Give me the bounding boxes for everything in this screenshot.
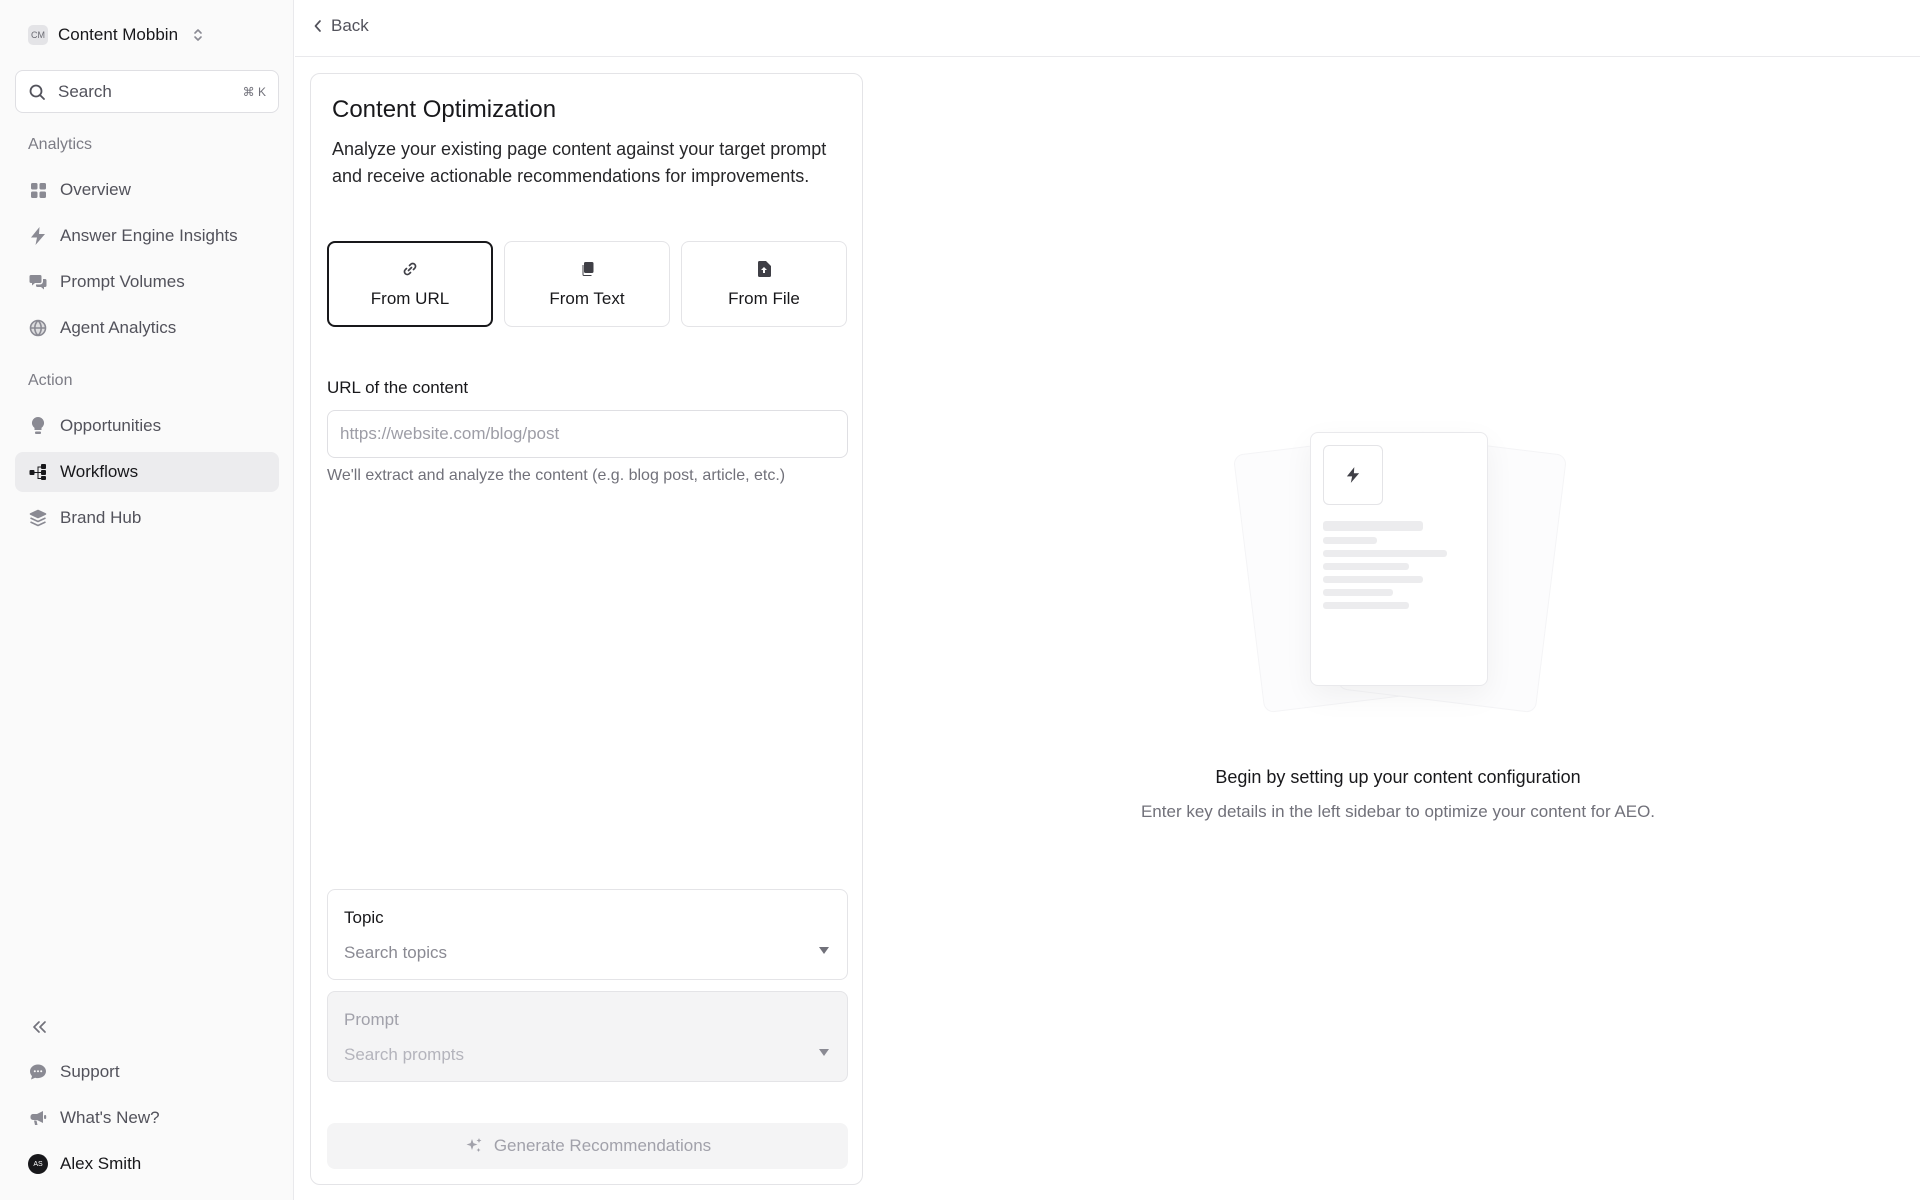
search-shortcut: ⌘ K	[242, 84, 266, 99]
placeholder-line	[1323, 521, 1423, 531]
prompt-placeholder: Search prompts	[344, 1045, 464, 1064]
sidebar-item-label: Opportunities	[60, 416, 162, 435]
placeholder-line	[1323, 602, 1409, 609]
sidebar-item-label: Workflows	[60, 462, 139, 481]
caret-down-icon	[819, 947, 829, 954]
chat-icon	[28, 1062, 48, 1082]
content-optimization-panel	[310, 73, 863, 1185]
url-field-hint: We'll extract and analyze the content (e.g. blog post, article, etc.)	[327, 467, 786, 484]
sidebar-item-whats-new[interactable]	[15, 1098, 279, 1138]
avatar: AS	[28, 1154, 48, 1174]
caret-down-icon	[819, 1049, 829, 1056]
generate-label: Generate Recommendations	[493, 1136, 712, 1155]
sidebar-item-label: Overview	[60, 180, 131, 199]
lightning-icon	[28, 226, 48, 246]
empty-state-title: Begin by setting up your content configuration	[1215, 767, 1581, 787]
from-file-label: From File	[728, 288, 800, 308]
sidebar-item-label: Support	[60, 1062, 120, 1081]
link-icon	[401, 260, 419, 278]
sidebar-item-prompt-volumes[interactable]	[15, 262, 279, 302]
sparkles-icon	[464, 1136, 484, 1156]
lightbulb-icon	[28, 416, 48, 436]
sidebar-item-opportunities[interactable]	[15, 406, 279, 446]
empty-state-subtitle: Enter key details in the left sidebar to optimize your content for AEO.	[1140, 802, 1656, 821]
empty-state-illustration	[1220, 420, 1580, 720]
sidebar-item-label: Answer Engine Insights	[60, 226, 238, 245]
sidebar-item-label: What's New?	[60, 1108, 160, 1127]
from-text-label: From Text	[549, 288, 625, 308]
topic-label: Topic	[344, 908, 384, 927]
chevron-left-icon	[313, 19, 323, 33]
from-url-button[interactable]	[327, 241, 493, 327]
url-field-label: URL of the content	[327, 378, 469, 397]
user-menu[interactable]	[15, 1144, 279, 1184]
section-label-action: Action	[28, 372, 73, 389]
sidebar-item-support[interactable]	[15, 1052, 279, 1092]
from-text-button[interactable]	[504, 241, 670, 327]
chevron-up-down-icon	[192, 27, 204, 43]
globe-icon	[28, 318, 48, 338]
sidebar-item-label: Agent Analytics	[60, 318, 177, 337]
url-input[interactable]	[327, 410, 848, 458]
sidebar	[0, 0, 294, 1200]
sidebar-item-agent-analytics[interactable]	[15, 308, 279, 348]
topic-select[interactable]	[327, 889, 848, 980]
placeholder-line	[1323, 563, 1409, 570]
from-url-label: From URL	[370, 288, 450, 308]
placeholder-line	[1323, 576, 1423, 583]
placeholder-line	[1323, 537, 1377, 544]
workspace-badge: CM	[28, 25, 48, 45]
placeholder-line	[1323, 550, 1447, 557]
workspace-name: Content Mobbin	[58, 25, 179, 44]
panel-description: Analyze your existing page content against your target prompt and receive actionable recommendations for improvements.	[332, 139, 827, 186]
section-label-analytics: Analytics	[28, 136, 93, 153]
generate-recommendations-button[interactable]	[327, 1123, 848, 1169]
document-card	[1310, 432, 1488, 686]
workspace-switcher[interactable]	[28, 22, 204, 48]
panel-title: Content Optimization	[332, 96, 557, 123]
top-bar	[295, 0, 1920, 57]
file-upload-icon	[755, 260, 773, 278]
search-label: Search	[58, 81, 112, 101]
sidebar-item-workflows[interactable]	[15, 452, 279, 492]
prompt-label: Prompt	[344, 1010, 399, 1029]
collapse-sidebar-icon[interactable]	[28, 1016, 50, 1038]
grid-icon	[28, 180, 48, 200]
sidebar-item-label: Prompt Volumes	[60, 272, 185, 291]
sidebar-item-overview[interactable]	[15, 170, 279, 210]
placeholder-line	[1323, 589, 1393, 596]
back-label: Back	[331, 16, 369, 35]
search-button[interactable]	[15, 70, 279, 113]
search-icon	[28, 83, 46, 101]
sidebar-item-answer-engine-insights[interactable]	[15, 216, 279, 256]
prompt-select	[327, 991, 848, 1082]
workflow-icon	[28, 462, 48, 482]
sidebar-item-brand-hub[interactable]	[15, 498, 279, 538]
from-file-button[interactable]	[681, 241, 847, 327]
lightning-icon	[1323, 445, 1383, 505]
layers-icon	[28, 508, 48, 528]
chat-bubbles-icon	[28, 272, 48, 292]
copy-icon	[578, 260, 596, 278]
back-button[interactable]	[313, 16, 369, 36]
sidebar-item-label: Brand Hub	[60, 508, 142, 527]
user-name: Alex Smith	[60, 1154, 142, 1173]
topic-placeholder: Search topics	[344, 943, 447, 962]
megaphone-icon	[28, 1108, 48, 1128]
